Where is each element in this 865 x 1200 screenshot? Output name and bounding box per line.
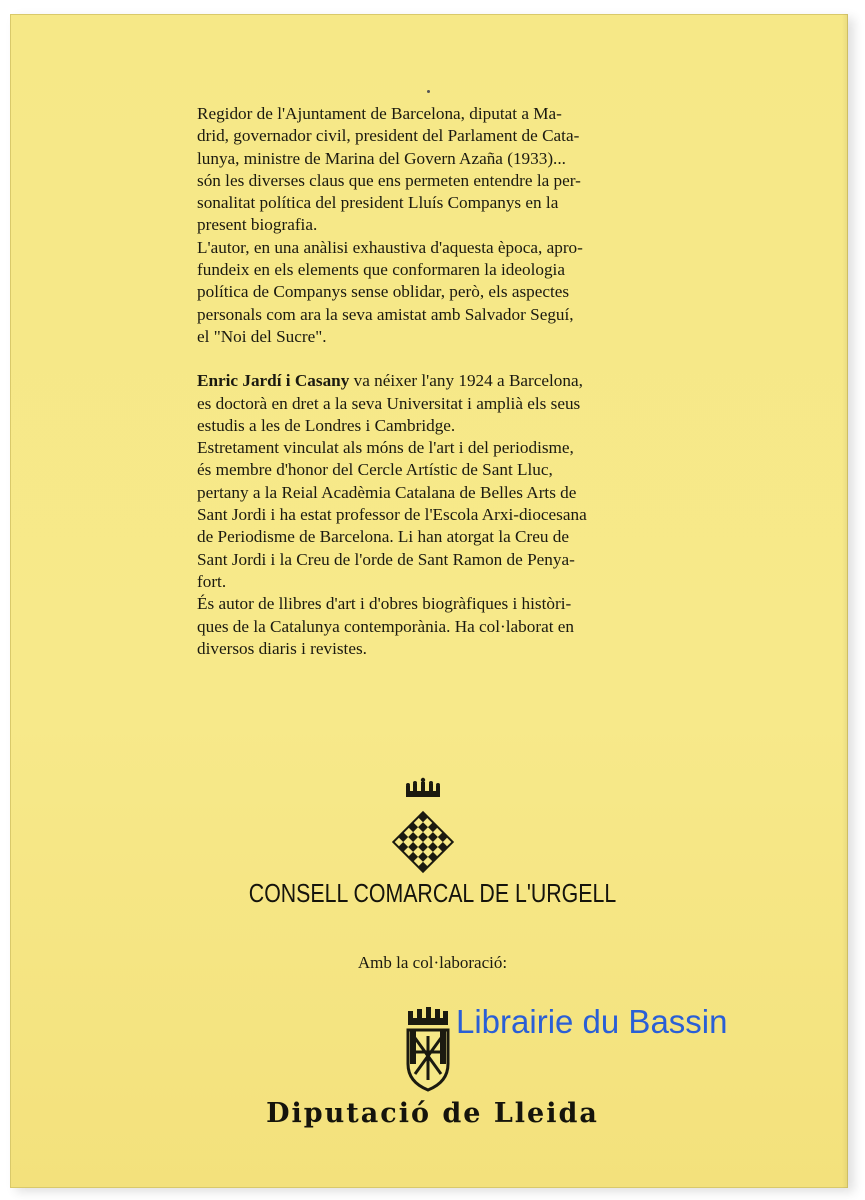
description-line: present biografia. [197, 215, 318, 235]
author-name: Enric Jardí i Casany [197, 371, 350, 391]
description-line: política de Companys sense oblidar, però, els aspectes [197, 282, 570, 302]
crowned-cross-shield-icon [398, 1002, 458, 1094]
author-bio-line: fort. [197, 571, 227, 591]
author-bio-line: És autor de llibres d'art i d'obres biogràfiques i històri- [197, 594, 572, 614]
description-line: el "Noi del Sucre". [197, 326, 327, 346]
author-bio-line: és membre d'honor del Cercle Artístic de Sant Lluc, [197, 460, 553, 480]
back-cover-text [197, 103, 645, 660]
description-line: drid, governador civil, president del Parlament de Cata- [197, 126, 580, 146]
description-line: lunya, ministre de Marina del Govern Azaña (1933)... [197, 148, 566, 168]
speck [427, 90, 430, 93]
description-block [197, 103, 645, 348]
description-line: L'autor, en una anàlisi exhaustiva d'aquesta època, apro- [197, 237, 583, 257]
author-bio-line: de Periodisme de Barcelona. Li han atorgat la Creu de [197, 527, 569, 547]
author-bio-block [197, 370, 645, 660]
description-line: sonalitat política del president Lluís Companys en la [197, 193, 559, 213]
author-bio-line: es doctorà en dret a la seva Universitat i amplià els seus [197, 393, 581, 413]
crowned-checkered-diamond-shield-icon [392, 775, 454, 875]
author-bio-line: diversos diaris i revistes. [197, 638, 367, 658]
cover-edge-shadow [842, 14, 848, 1188]
author-bio-line: pertany a la Reial Acadèmia Catalana de Belles Arts de [197, 482, 577, 502]
paragraph-gap [197, 348, 645, 370]
author-bio-first-line [197, 370, 645, 392]
description-line: són les diverses claus que ens permeten entendre la per- [197, 170, 581, 190]
author-bio-line: estudis a les de Londres i Cambridge. [197, 415, 456, 435]
collaborator-name: Diputació de Lleida [266, 1098, 599, 1129]
description-line: Regidor de l'Ajuntament de Barcelona, diputat a Ma- [197, 104, 562, 123]
description-line: fundeix en els elements que conformaren la ideologia [197, 260, 565, 280]
author-bio-line: Estretament vinculat als móns de l'art i del periodisme, [197, 438, 574, 458]
watermark-text: Librairie du Bassin [456, 1003, 728, 1040]
publisher-name: CONSELL COMARCAL DE L'URGELL [248, 878, 617, 908]
description-line: personals com ara la seva amistat amb Salvador Seguí, [197, 304, 574, 324]
author-bio-line: Sant Jordi i la Creu de l'orde de Sant Ramon de Penya- [197, 549, 575, 569]
author-bio-line: ques de la Catalunya contemporània. Ha col·laborat en [197, 616, 575, 636]
author-bio-line: va néixer l'any 1924 a Barcelona, [349, 371, 583, 391]
collaboration-label: Amb la col·laboració: [357, 953, 508, 972]
author-bio-line: Sant Jordi i ha estat professor de l'Escola Arxi-diocesana [197, 505, 587, 525]
